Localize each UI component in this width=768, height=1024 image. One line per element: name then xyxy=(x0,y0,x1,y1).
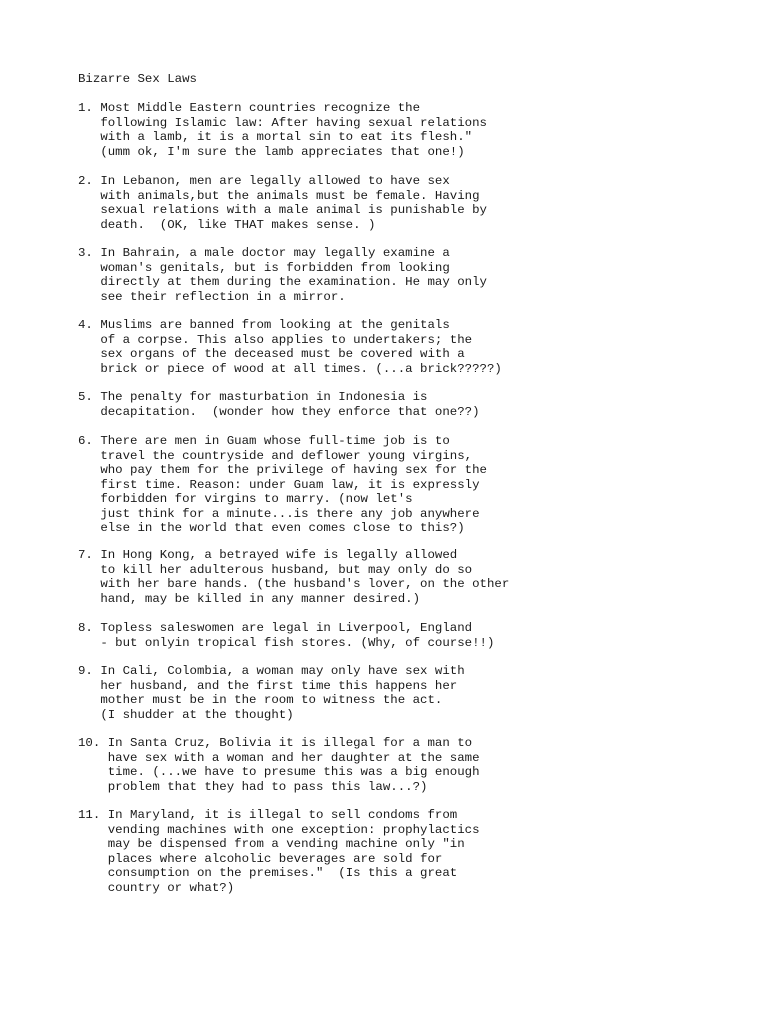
law-item-line xyxy=(78,449,487,464)
law-item-line xyxy=(78,563,509,578)
law-item-indent xyxy=(78,275,100,289)
law-item-text: first time. Reason: under Guam law, it is expressly xyxy=(100,477,480,492)
law-item-line xyxy=(78,693,465,708)
law-item xyxy=(78,174,487,232)
law-item-indent xyxy=(78,507,100,521)
law-item-line xyxy=(78,507,487,522)
law-item-text: with her bare hands. (the husband's lover, on the other xyxy=(100,577,510,591)
law-item-indent xyxy=(78,130,100,144)
law-item-line xyxy=(78,405,480,420)
law-item-text: woman's genitals, but is forbidden from looking xyxy=(100,260,450,275)
law-item xyxy=(78,246,487,304)
law-item-text: places where alcoholic beverages are sold for xyxy=(107,851,443,866)
law-item-indent xyxy=(78,478,100,492)
law-item-first-line xyxy=(78,434,487,449)
law-item-number: 1. xyxy=(78,101,101,115)
law-item-line xyxy=(78,218,487,233)
law-item-indent xyxy=(78,203,100,217)
law-item-indent xyxy=(78,837,108,851)
law-item-text: Muslims are banned from looking at the genitals xyxy=(100,318,450,332)
law-item-line xyxy=(78,866,480,881)
law-item-text: (umm ok, I'm sure the lamb appreciates that one!) xyxy=(100,144,465,159)
law-item-first-line xyxy=(78,318,502,333)
law-item xyxy=(78,390,480,419)
law-item-line xyxy=(78,189,487,204)
law-item-number: 6. xyxy=(78,434,101,448)
document-title: Bizarre Sex Laws xyxy=(78,72,197,86)
law-item-line xyxy=(78,679,465,694)
law-item-text: hand, may be killed in any manner desired.) xyxy=(100,591,421,606)
law-item-text: In Hong Kong, a betrayed wife is legally allowed xyxy=(100,548,458,562)
law-item-indent xyxy=(78,852,108,866)
law-item-text: of a corpse. This also applies to undertakers; the xyxy=(100,332,473,347)
law-item xyxy=(78,318,502,376)
law-item-text: forbidden for virgins to marry. (now let's xyxy=(100,492,413,506)
law-item-first-line xyxy=(78,246,487,261)
law-item-line xyxy=(78,130,487,145)
law-item-text: time. (...we have to presume this was a big enough xyxy=(107,765,480,779)
law-item-text: The penalty for masturbation in Indonesia is xyxy=(100,390,428,404)
law-item-number: 11. xyxy=(78,808,108,822)
law-item-text: - but onlyin tropical fish stores. (Why, of course!!) xyxy=(100,635,495,650)
law-item-text: death. (OK, like THAT makes sense. ) xyxy=(100,217,376,232)
law-item-indent xyxy=(78,679,100,693)
law-item xyxy=(78,664,465,722)
law-item-line xyxy=(78,290,487,305)
law-item-line xyxy=(78,333,502,348)
law-item-line xyxy=(78,636,494,651)
law-item-number: 8. xyxy=(78,621,101,635)
law-item-text: travel the countryside and deflower young virgins, xyxy=(100,448,473,463)
law-item-first-line xyxy=(78,621,494,636)
law-item-indent xyxy=(78,780,108,794)
law-item-text: country or what?) xyxy=(107,880,235,895)
law-item-number: 4. xyxy=(78,318,101,332)
law-item-indent xyxy=(78,463,100,477)
law-item-text: problem that they had to pass this law...?) xyxy=(107,779,428,794)
law-item-text: In Maryland, it is illegal to sell condoms from xyxy=(107,808,458,822)
law-item-indent xyxy=(78,405,100,419)
law-item-text: just think for a minute...is there any job anywhere xyxy=(100,506,480,521)
law-item-number: 5. xyxy=(78,390,101,404)
law-item-indent xyxy=(78,823,108,837)
law-item-line xyxy=(78,521,487,536)
law-item-text: else in the world that even comes close to this?) xyxy=(100,521,465,535)
law-item-text: with a lamb, it is a mortal sin to eat its flesh." xyxy=(100,130,473,144)
law-item-text: In Lebanon, men are legally allowed to have sex xyxy=(100,174,450,188)
law-item-text: her husband, and the first time this happens her xyxy=(100,678,458,693)
law-item-line xyxy=(78,478,487,493)
law-item xyxy=(78,808,480,895)
law-item-text: In Cali, Colombia, a woman may only have sex with xyxy=(100,664,465,678)
law-item-text: Topless saleswomen are legal in Liverpool, England xyxy=(100,621,473,635)
law-item-line xyxy=(78,116,487,131)
law-item-number: 10. xyxy=(78,736,108,750)
law-item-line xyxy=(78,765,480,780)
law-item-indent xyxy=(78,881,108,895)
law-item-text: In Bahrain, a male doctor may legally examine a xyxy=(100,246,450,260)
law-item-line xyxy=(78,577,509,592)
law-item-first-line xyxy=(78,736,480,751)
law-item-indent xyxy=(78,362,100,376)
law-item-text: vending machines with one exception: prophylactics xyxy=(107,822,480,837)
law-item-text: sex organs of the deceased must be covered with a xyxy=(100,347,465,361)
law-item xyxy=(78,736,480,794)
law-item-indent xyxy=(78,492,100,506)
law-item-first-line xyxy=(78,808,480,823)
law-item-indent xyxy=(78,145,100,159)
law-item-text: Most Middle Eastern countries recognize the xyxy=(100,101,421,115)
law-item-text: to kill her adulterous husband, but may only do so xyxy=(100,562,473,577)
law-item-indent xyxy=(78,333,100,347)
law-item-first-line xyxy=(78,101,487,116)
law-item-line xyxy=(78,362,502,377)
law-item-text: with animals,but the animals must be female. Having xyxy=(100,188,480,203)
law-item-text: There are men in Guam whose full-time job is to xyxy=(100,434,450,448)
law-item-indent xyxy=(78,261,100,275)
law-item-text: have sex with a woman and her daughter at the same xyxy=(107,750,480,765)
law-item xyxy=(78,434,487,536)
law-item-first-line xyxy=(78,174,487,189)
law-item-number: 9. xyxy=(78,664,101,678)
law-item-indent xyxy=(78,290,100,304)
law-item-indent xyxy=(78,218,100,232)
law-item-number: 7. xyxy=(78,548,101,562)
law-item xyxy=(78,621,494,650)
law-item-line xyxy=(78,751,480,766)
law-item-line xyxy=(78,492,487,507)
law-item-text: mother must be in the room to witness the act. xyxy=(100,693,443,707)
law-item-text: following Islamic law: After having sexual relations xyxy=(100,115,487,130)
law-item-number: 2. xyxy=(78,174,101,188)
law-item-indent xyxy=(78,693,100,707)
law-item xyxy=(78,101,487,159)
law-item-indent xyxy=(78,347,100,361)
law-item-line xyxy=(78,347,502,362)
law-item-number: 3. xyxy=(78,246,101,260)
law-item xyxy=(78,548,509,606)
law-item-indent xyxy=(78,708,100,722)
law-item-indent xyxy=(78,521,100,535)
law-item-indent xyxy=(78,866,108,880)
law-item-line xyxy=(78,852,480,867)
law-item-text: consumption on the premises." (Is this a great xyxy=(107,866,458,880)
law-item-text: who pay them for the privilege of having sex for the xyxy=(100,463,487,477)
law-item-line xyxy=(78,275,487,290)
law-item-line xyxy=(78,881,480,896)
law-item-line xyxy=(78,592,509,607)
law-item-line xyxy=(78,463,487,478)
law-item-indent xyxy=(78,449,100,463)
law-item-text: decapitation. (wonder how they enforce that one??) xyxy=(100,404,480,419)
law-item-text: sexual relations with a male animal is punishable by xyxy=(100,203,487,217)
law-item-indent xyxy=(78,765,108,779)
law-item-first-line xyxy=(78,390,480,405)
law-item-indent xyxy=(78,751,108,765)
law-item-text: brick or piece of wood at all times. (...a brick?????) xyxy=(100,361,502,376)
law-item-indent xyxy=(78,636,100,650)
law-item-text: In Santa Cruz, Bolivia it is illegal for a man to xyxy=(107,736,473,750)
law-item-line xyxy=(78,261,487,276)
law-item-indent xyxy=(78,577,100,591)
law-item-line xyxy=(78,823,480,838)
law-item-text: directly at them during the examination. He may only xyxy=(100,275,487,289)
law-item-line xyxy=(78,837,480,852)
law-item-indent xyxy=(78,116,100,130)
law-item-line xyxy=(78,780,480,795)
law-item-indent xyxy=(78,189,100,203)
law-item-line xyxy=(78,203,487,218)
law-item-line xyxy=(78,708,465,723)
law-item-indent xyxy=(78,563,100,577)
law-item-text: see their reflection in a mirror. xyxy=(100,289,346,304)
law-item-line xyxy=(78,145,487,160)
law-item-text: (I shudder at the thought) xyxy=(100,707,294,722)
law-item-first-line xyxy=(78,664,465,679)
law-item-text: may be dispensed from a vending machine only "in xyxy=(107,837,465,851)
law-item-indent xyxy=(78,592,100,606)
law-item-first-line xyxy=(78,548,509,563)
